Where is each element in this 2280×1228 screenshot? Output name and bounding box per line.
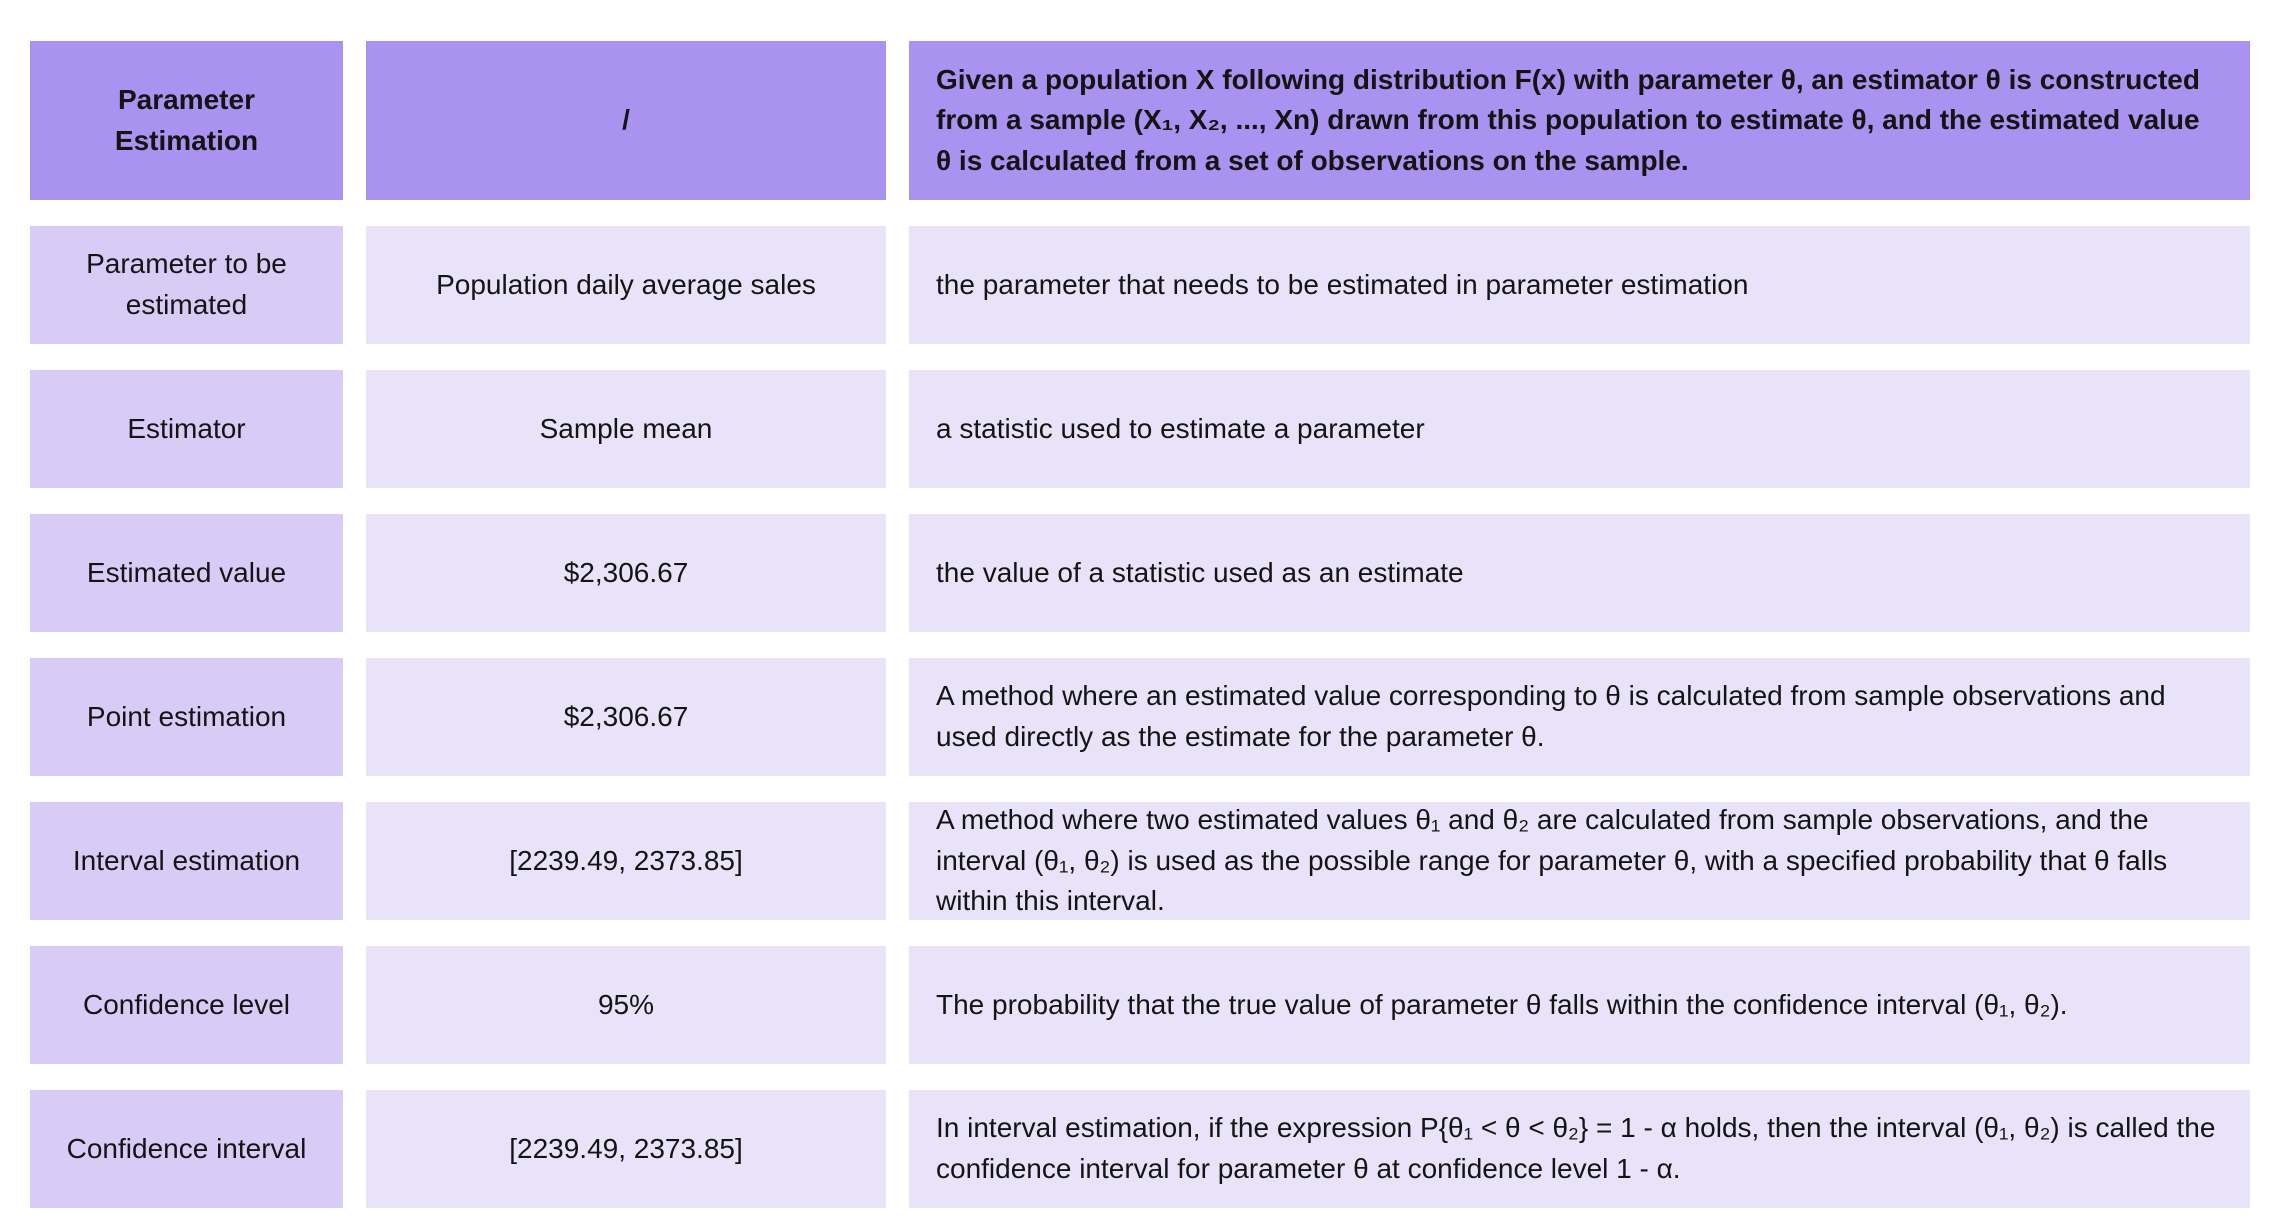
- row-value-cell: Population daily average sales: [366, 226, 886, 344]
- row-definition-cell: A method where two estimated values θ₁ and θ₂ are calculated from sample observations, and the interval (θ₁, θ₂) is used as the possible range for parameter θ, with a specified probability that θ falls within this interval.: [909, 802, 2250, 920]
- row-value-cell: [2239.49, 2373.85]: [366, 802, 886, 920]
- header-value-cell: /: [366, 41, 886, 200]
- row-definition-cell: a statistic used to estimate a parameter: [909, 370, 2250, 488]
- row-value-cell: $2,306.67: [366, 514, 886, 632]
- row-term-cell: Confidence level: [30, 946, 343, 1064]
- row-value-cell: $2,306.67: [366, 658, 886, 776]
- header-definition-cell: Given a population X following distribution F(x) with parameter θ, an estimator θ is constructed from a sample (X₁, X₂, ..., Xn) drawn from this population to estimate θ, and the estimated value θ is calculated from a set of observations on the sample.: [909, 41, 2250, 200]
- row-definition-cell: In interval estimation, if the expression P{θ₁ < θ < θ₂} = 1 - α holds, then the interval (θ₁, θ₂) is called the confidence interval for parameter θ at confidence level 1 - α.: [909, 1090, 2250, 1208]
- row-term-cell: Confidence interval: [30, 1090, 343, 1208]
- row-term-cell: Parameter to be estimated: [30, 226, 343, 344]
- row-term-cell: Estimator: [30, 370, 343, 488]
- header-term-cell: Parameter Estimation: [30, 41, 343, 200]
- parameter-estimation-table: [30, 41, 2250, 1208]
- row-value-cell: Sample mean: [366, 370, 886, 488]
- row-definition-cell: A method where an estimated value corresponding to θ is calculated from sample observations and used directly as the estimate for the parameter θ.: [909, 658, 2250, 776]
- row-term-cell: Interval estimation: [30, 802, 343, 920]
- row-value-cell: 95%: [366, 946, 886, 1064]
- row-definition-cell: The probability that the true value of parameter θ falls within the confidence interval (θ₁, θ₂).: [909, 946, 2250, 1064]
- row-term-cell: Estimated value: [30, 514, 343, 632]
- row-value-cell: [2239.49, 2373.85]: [366, 1090, 886, 1208]
- row-term-cell: Point estimation: [30, 658, 343, 776]
- row-definition-cell: the value of a statistic used as an estimate: [909, 514, 2250, 632]
- row-definition-cell: the parameter that needs to be estimated in parameter estimation: [909, 226, 2250, 344]
